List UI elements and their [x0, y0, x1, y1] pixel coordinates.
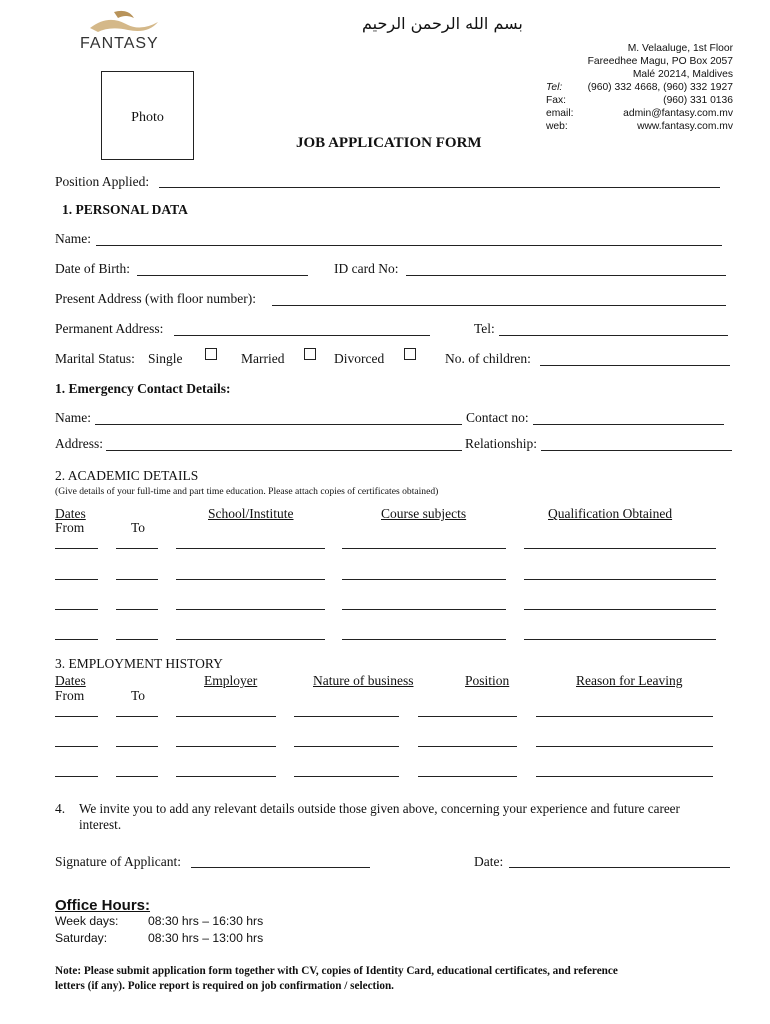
fax-value: (960) 331 0136	[663, 95, 733, 106]
to-field[interactable]	[116, 548, 158, 549]
date-label: Date:	[474, 854, 504, 869]
reason-field[interactable]	[536, 746, 713, 747]
email-value: admin@fantasy.com.mv	[623, 108, 733, 119]
personal-data-heading: 1. PERSONAL DATA	[62, 202, 188, 217]
school-field[interactable]	[176, 639, 325, 640]
name-field[interactable]	[96, 245, 722, 246]
from-field[interactable]	[55, 548, 98, 549]
tel-label: Tel:	[546, 82, 563, 93]
from-field[interactable]	[55, 639, 98, 640]
position-field[interactable]	[418, 776, 517, 777]
dob-field[interactable]	[137, 275, 308, 276]
reason-field[interactable]	[536, 716, 713, 717]
employer-field[interactable]	[176, 746, 276, 747]
qualification-field[interactable]	[524, 579, 716, 580]
academic-note: (Give details of your full-time and part time education. Please attach copies of certificates obtained)	[55, 486, 439, 497]
divorced-checkbox[interactable]	[404, 348, 416, 360]
academic-heading: 2. ACADEMIC DETAILS	[55, 468, 199, 483]
position-applied-field[interactable]	[159, 187, 720, 188]
to-field[interactable]	[116, 609, 158, 610]
children-field[interactable]	[540, 365, 730, 366]
school-field[interactable]	[176, 579, 325, 580]
relationship-label: Relationship:	[465, 436, 537, 451]
company-logo	[78, 8, 178, 54]
from-field[interactable]	[55, 579, 98, 580]
office-hours: 08:30 hrs – 13:00 hrs	[148, 931, 264, 945]
photo-label: Photo	[131, 110, 164, 125]
course-field[interactable]	[342, 609, 506, 610]
web-value: www.fantasy.com.mv	[637, 121, 733, 132]
marital-status-label: Marital Status:	[55, 351, 135, 366]
name-label: Name:	[55, 231, 91, 246]
contact-no-field[interactable]	[533, 424, 724, 425]
course-field[interactable]	[342, 579, 506, 580]
signature-field[interactable]	[191, 867, 370, 868]
office-day: Saturday:	[55, 931, 108, 945]
single-label: Single	[148, 351, 183, 366]
from-field[interactable]	[55, 746, 98, 747]
divorced-label: Divorced	[334, 351, 385, 366]
permanent-address-label: Permanent Address:	[55, 321, 164, 336]
to-field[interactable]	[116, 579, 158, 580]
address-line: Malé 20214, Maldives	[632, 69, 733, 80]
col-school: School/Institute	[208, 506, 294, 521]
course-field[interactable]	[342, 548, 506, 549]
emp-col-employer: Employer	[204, 673, 258, 688]
emp-col-nature: Nature of business	[313, 673, 414, 688]
id-card-field[interactable]	[406, 275, 726, 276]
section4-text-line1: We invite you to add any relevant details outside those given above, concerning your experience and future career	[79, 801, 680, 816]
course-field[interactable]	[342, 639, 506, 640]
nature-field[interactable]	[294, 716, 399, 717]
present-address-field[interactable]	[272, 305, 726, 306]
dob-label: Date of Birth:	[55, 261, 130, 276]
emergency-heading: 1. Emergency Contact Details:	[55, 381, 231, 396]
position-applied-label: Position Applied:	[55, 174, 150, 189]
tel-field[interactable]	[499, 335, 728, 336]
from-field[interactable]	[55, 609, 98, 610]
logo-text: FANTASY	[80, 35, 159, 52]
logo-swirl-icon	[78, 8, 178, 38]
from-field[interactable]	[55, 776, 98, 777]
school-field[interactable]	[176, 609, 325, 610]
emergency-address-field[interactable]	[106, 450, 462, 451]
emp-col-position: Position	[465, 673, 510, 688]
tel-label: Tel:	[474, 321, 495, 336]
office-hours: 08:30 hrs – 16:30 hrs	[148, 914, 264, 928]
emp-col-from: From	[55, 688, 85, 703]
col-course: Course subjects	[381, 506, 467, 521]
section4-number: 4.	[55, 801, 66, 816]
qualification-field[interactable]	[524, 639, 716, 640]
position-field[interactable]	[418, 746, 517, 747]
photo-box[interactable]	[101, 71, 194, 160]
emp-col-dates: Dates	[55, 673, 86, 688]
col-to: To	[131, 520, 146, 535]
office-day: Week days:	[55, 914, 119, 928]
married-label: Married	[241, 351, 285, 366]
single-checkbox[interactable]	[205, 348, 217, 360]
to-field[interactable]	[116, 716, 158, 717]
permanent-address-field[interactable]	[174, 335, 430, 336]
bismillah-calligraphy: بسم الله الرحمن الرحيم	[362, 14, 523, 33]
id-card-label: ID card No:	[334, 261, 399, 276]
emp-col-reason: Reason for Leaving	[576, 673, 683, 688]
emergency-address-label: Address:	[55, 436, 103, 451]
contact-no-label: Contact no:	[466, 410, 529, 425]
employer-field[interactable]	[176, 776, 276, 777]
email-label: email:	[546, 108, 574, 119]
position-field[interactable]	[418, 716, 517, 717]
form-title: JOB APPLICATION FORM	[296, 135, 482, 151]
employment-heading: 3. EMPLOYMENT HISTORY	[55, 656, 223, 671]
web-label: web:	[546, 121, 568, 132]
qualification-field[interactable]	[524, 609, 716, 610]
emergency-name-field[interactable]	[95, 424, 462, 425]
note-line1: Note: Please submit application form together with CV, copies of Identity Card, educational certificates, and reference	[55, 965, 618, 977]
note-line2: letters (if any). Police report is required on job confirmation / selection.	[55, 980, 394, 992]
to-field[interactable]	[116, 639, 158, 640]
signature-label: Signature of Applicant:	[55, 854, 181, 869]
children-label: No. of children:	[445, 351, 531, 366]
married-checkbox[interactable]	[304, 348, 316, 360]
emp-col-to: To	[131, 688, 146, 703]
qualification-field[interactable]	[524, 548, 716, 549]
from-field[interactable]	[55, 716, 98, 717]
col-qualification: Qualification Obtained	[548, 506, 673, 521]
col-from: From	[55, 520, 85, 535]
fax-label: Fax:	[546, 95, 567, 106]
present-address-label: Present Address (with floor number):	[55, 291, 256, 306]
emergency-name-label: Name:	[55, 410, 91, 425]
col-dates: Dates	[55, 506, 86, 521]
section4-text-line2: interest.	[79, 817, 122, 832]
tel-value: (960) 332 4668, (960) 332 1927	[587, 82, 733, 93]
employer-field[interactable]	[176, 716, 276, 717]
to-field[interactable]	[116, 746, 158, 747]
school-field[interactable]	[176, 548, 325, 549]
office-hours-heading: Office Hours:	[55, 897, 151, 914]
nature-field[interactable]	[294, 776, 399, 777]
address-line: Fareedhee Magu, PO Box 2057	[587, 56, 733, 67]
to-field[interactable]	[116, 776, 158, 777]
date-field[interactable]	[509, 867, 730, 868]
reason-field[interactable]	[536, 776, 713, 777]
address-line: M. Velaaluge, 1st Floor	[627, 43, 733, 54]
relationship-field[interactable]	[541, 450, 732, 451]
nature-field[interactable]	[294, 746, 399, 747]
